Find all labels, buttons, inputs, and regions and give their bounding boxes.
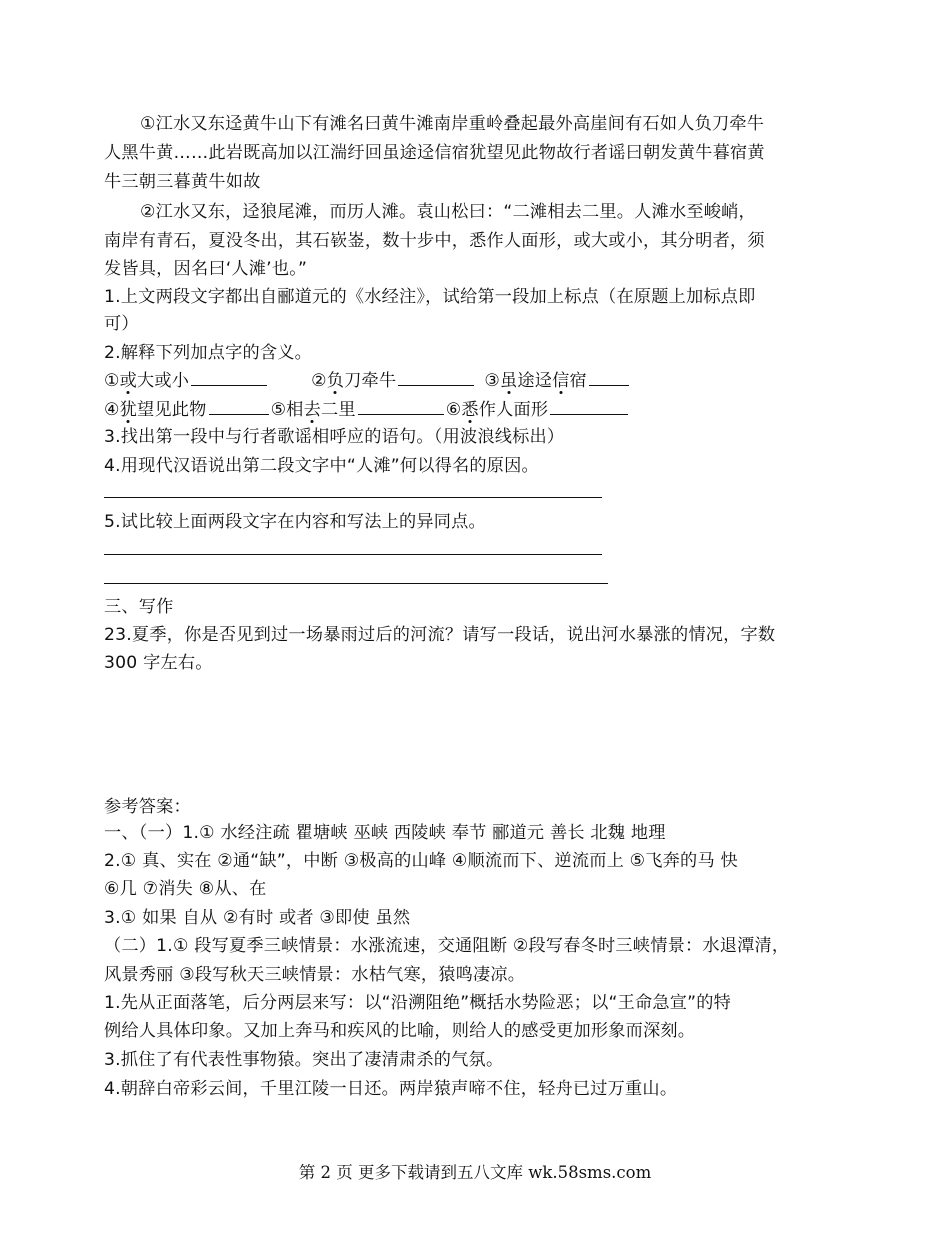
answer-line-8: 例给人具体印象。又加上奔马和疾风的比喻，则给人的感受更加形象而深刻。 (104, 1021, 696, 1041)
passage-p1-line-3: 牛三朝三暮黄牛如故 (104, 172, 261, 192)
item-d: ④犹望见此物 (104, 400, 207, 420)
answer-blank-f[interactable] (550, 396, 628, 415)
answer-line-q5-1[interactable] (104, 554, 602, 555)
answer-line-6: 风景秀丽 ③段写秋天三峡情景：水枯气寒，猿鸣凄凉。 (104, 965, 526, 985)
passage-p1-line-2: 人黑牛黄……此岩既高加以江湍纡回虽途迳信宿犹望见此物故行者谣曰朝发黄牛暮宿黄 (104, 143, 765, 163)
question-3: 3.找出第一段中与行者歌谣相呼应的语句。（用波浪线标出） (104, 427, 565, 447)
question-1-line-1: 1.上文两段文字都出自郦道元的《水经注》，试给第一段加上标点（在原题上加标点即 (104, 287, 756, 307)
answers-heading: 参考答案： (104, 797, 191, 817)
answer-line-9: 3.抓住了有代表性事物猿。突出了凄清肃杀的气氛。 (104, 1050, 504, 1070)
answer-blank-a[interactable] (191, 367, 267, 386)
answer-line-1: 一、（一）1.① 水经注疏 瞿塘峡 巫峡 西陵峡 奉节 郦道元 善长 北魏 地理 (104, 823, 666, 843)
question-23-line-1: 23.夏季，你是否见到过一场暴雨过后的河流？请写一段话，说出河水暴涨的情况，字数 (104, 625, 776, 645)
page-footer: 第 2 页 更多下载请到五八文库 wk.58sms.com (298, 1163, 652, 1182)
answer-line-10: 4.朝辞白帝彩云间，千里江陵一日还。两岸猿声啼不住，轻舟已过万重山。 (104, 1079, 678, 1099)
passage-p1-line-1: ①江水又东迳黄牛山下有滩名曰黄牛滩南岸重岭叠起最外高崖间有石如人负刀牵牛 (140, 114, 765, 134)
answer-line-q5-2[interactable] (104, 583, 608, 584)
answer-line-5: （二）1.① 段写夏季三峡情景：水涨流速，交通阻断 ②段写春冬时三峡情景：水退潭清， (104, 936, 790, 956)
question-23-line-2: 300 字左右。 (104, 653, 213, 673)
question-2-row-1 (104, 367, 631, 394)
question-2: 2.解释下列加点字的含义。 (104, 343, 313, 363)
answer-blank-d[interactable] (209, 396, 269, 415)
passage-p2-line-1: ②江水又东，迳狼尾滩，而历人滩。袁山松曰：“二滩相去二里。人滩水至峻峭， (140, 202, 756, 222)
answer-line-q4[interactable] (104, 497, 602, 498)
answer-line-3: ⑥几 ⑦消失 ⑧从、在 (104, 879, 267, 899)
answer-line-4: 3.① 如果 自从 ②有时 或者 ③即使 虽然 (104, 908, 411, 928)
answer-blank-e[interactable] (358, 396, 444, 415)
answer-line-2: 2.① 真、实在 ②通“缺”，中断 ③极高的山峰 ④顺流而下、逆流而上 ⑤飞奔的马 快 (104, 851, 738, 871)
question-4: 4.用现代汉语说出第二段文字中“人滩”何以得名的原因。 (104, 456, 539, 476)
question-1-line-2: 可） (104, 314, 139, 334)
item-e: ⑤相去二里 (270, 400, 356, 420)
answer-blank-c[interactable] (589, 367, 629, 386)
question-5: 5.试比较上面两段文字在内容和写法上的异同点。 (104, 512, 486, 532)
item-f: ⑥悉作人面形 (445, 400, 549, 420)
passage-p2-line-2: 南岸有青石，夏没冬出，其石嵚崟，数十步中，悉作人面形，或大或小，其分明者，须 (104, 231, 765, 251)
section-heading-writing: 三、写作 (104, 597, 174, 617)
question-2-row-2 (104, 396, 630, 423)
item-c: ③虽途迳信宿 (484, 371, 587, 391)
passage-p2-line-3: 发皆具，因名曰‘人滩’也。” (104, 259, 308, 279)
answer-line-7: 1.先从正面落笔，后分两层来写：以“沿溯阻绝”概括水势险恶；以“王命急宣”的特 (104, 993, 732, 1013)
item-a: ①或大或小 (104, 371, 190, 391)
answer-blank-b[interactable] (398, 367, 474, 386)
item-b: ②负刀牵牛 (311, 371, 397, 391)
